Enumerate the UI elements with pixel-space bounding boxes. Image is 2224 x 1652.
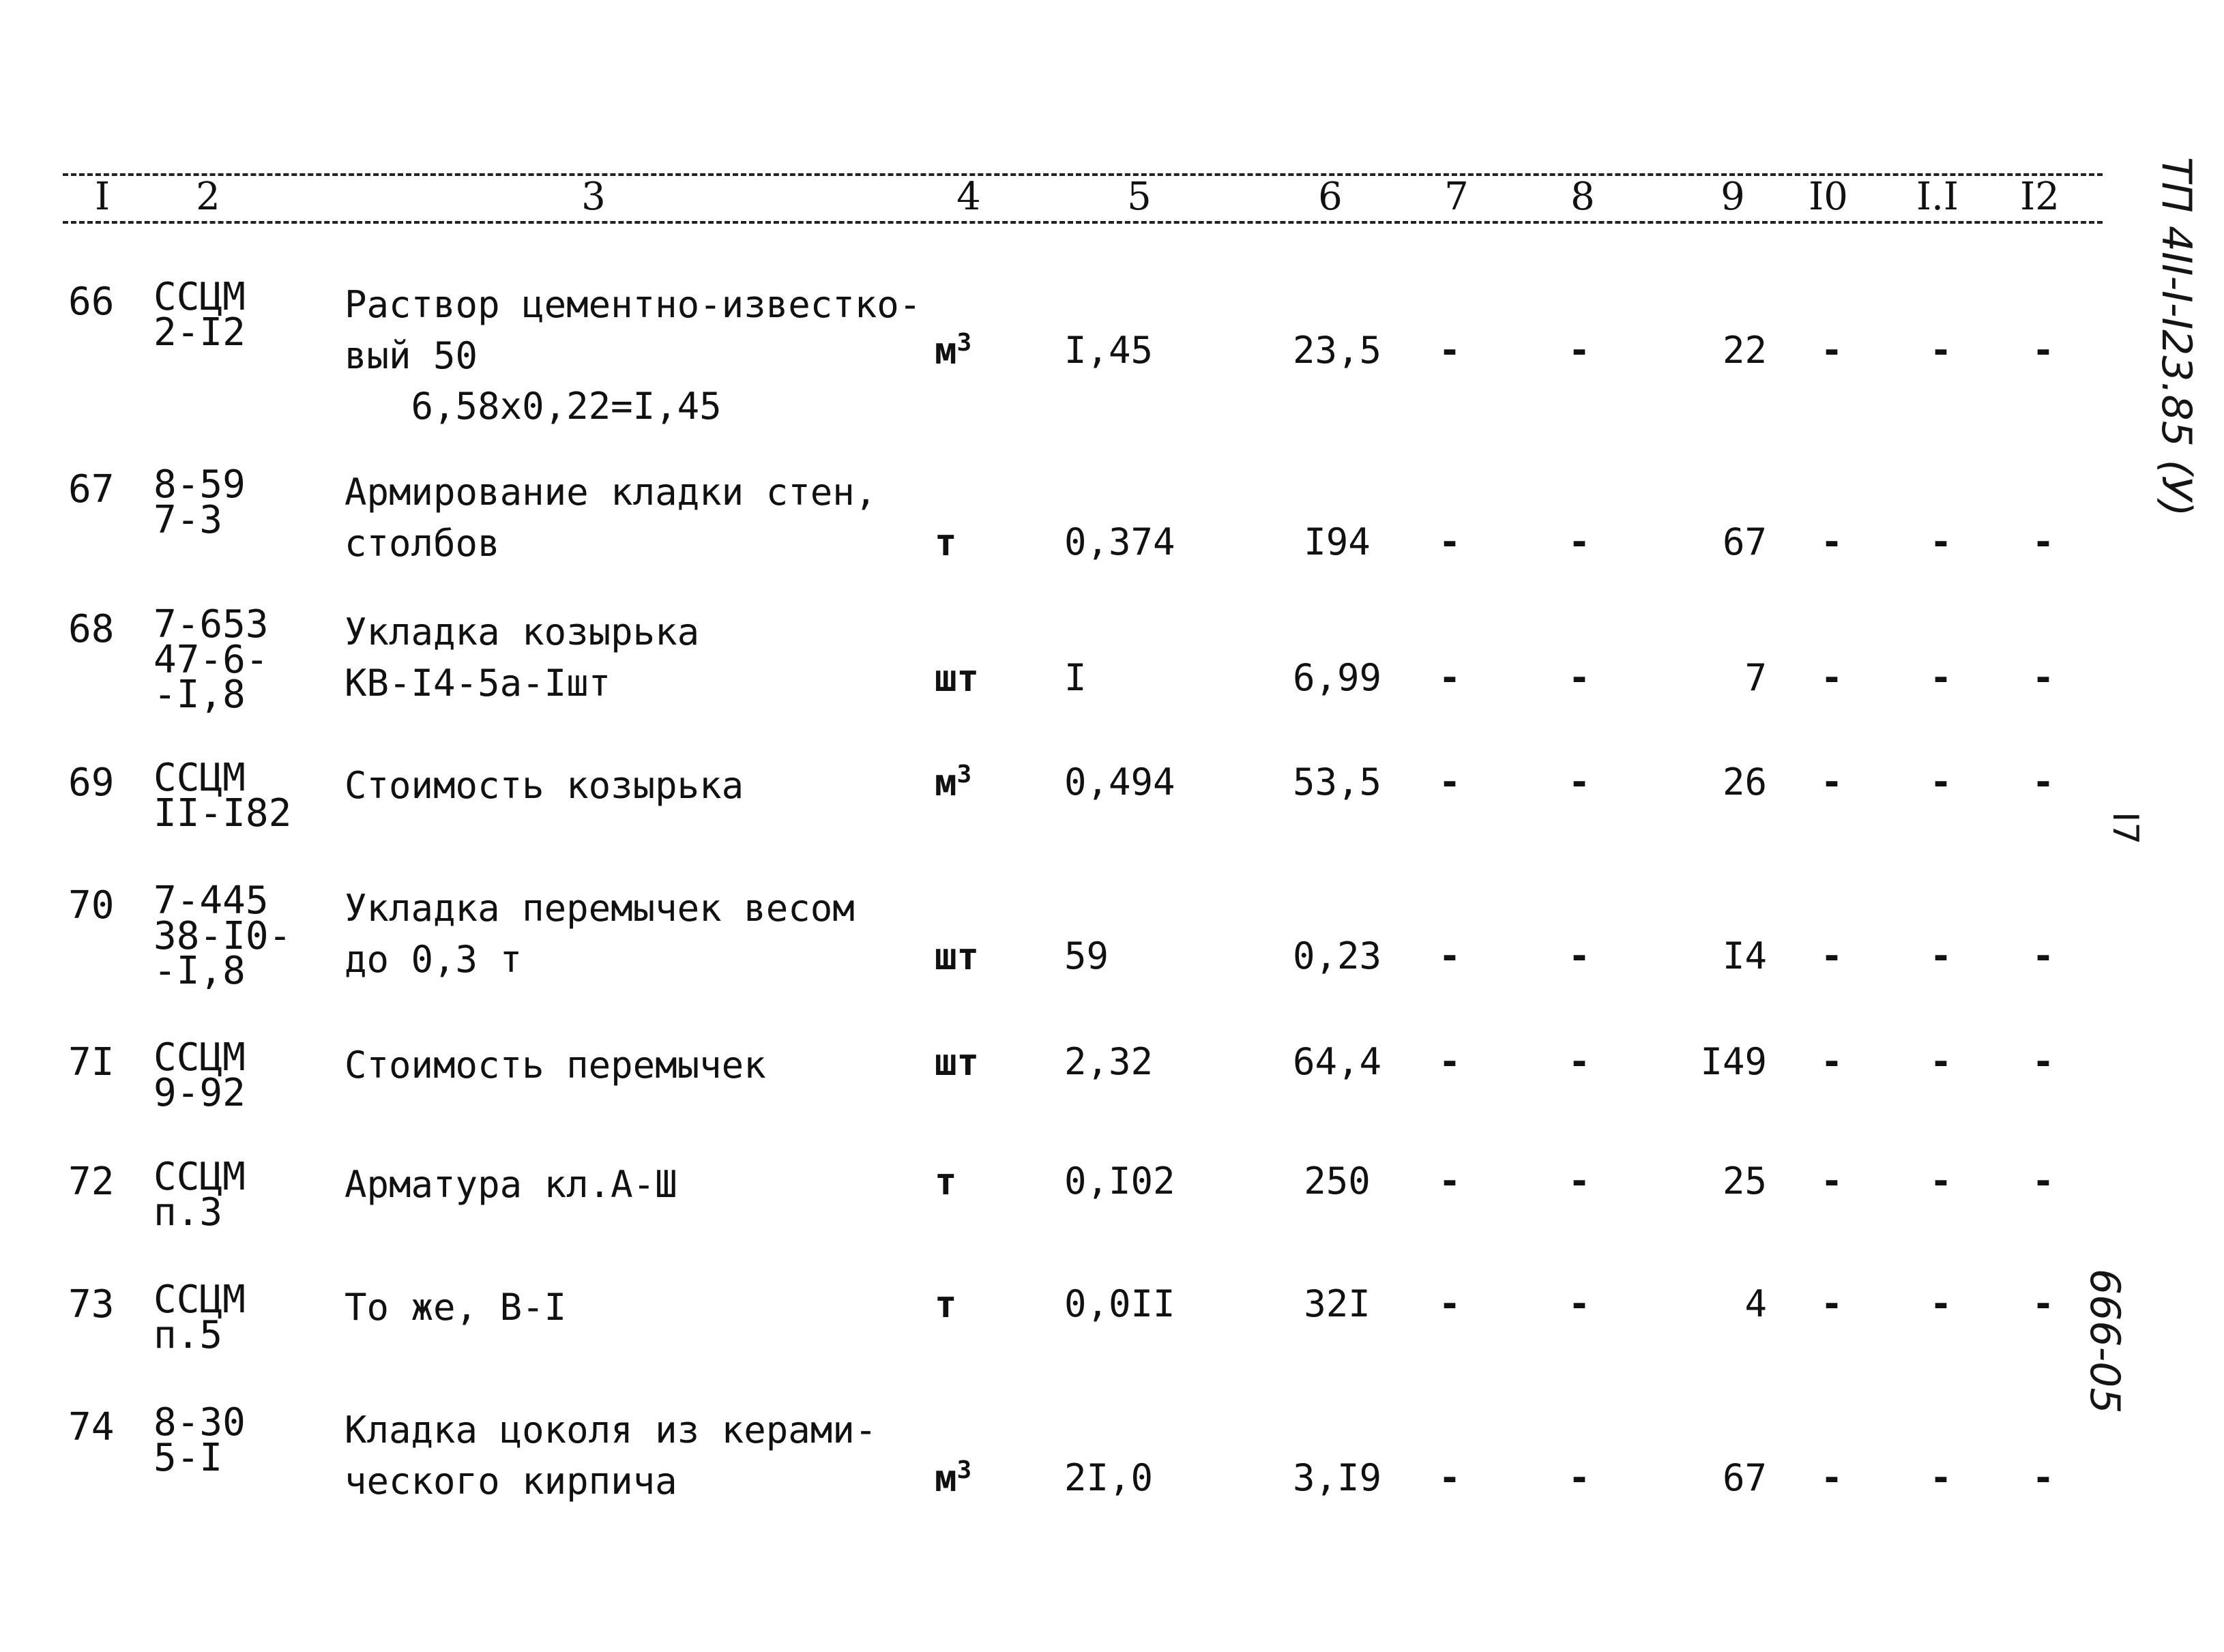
- unit: [935, 1282, 957, 1326]
- col-header-12: I2: [2020, 175, 2060, 219]
- col-header-2: 2: [196, 175, 220, 219]
- value-c8: -: [1568, 1282, 1591, 1325]
- value-c11: -: [1929, 1160, 1952, 1203]
- value-c9: I49: [1700, 1040, 1767, 1083]
- col-header-4: 4: [956, 175, 981, 219]
- value-c7: -: [1438, 656, 1461, 699]
- work-description: Стоимость козырька: [345, 764, 744, 807]
- value-c5: 2,32: [1064, 1040, 1154, 1083]
- norm-code: ССЦМ п.3: [153, 1155, 246, 1235]
- value-c11: -: [1929, 1456, 1952, 1499]
- col-header-6: 6: [1318, 175, 1343, 219]
- value-c8: -: [1568, 761, 1591, 803]
- unit-label: м: [935, 329, 957, 372]
- value-c5: 0,0II: [1064, 1282, 1175, 1325]
- col-header-9: 9: [1721, 175, 1745, 219]
- value-c12: -: [2032, 520, 2055, 563]
- value-c11: -: [1929, 656, 1952, 699]
- col-header-5: 5: [1127, 175, 1152, 219]
- unit: [935, 934, 979, 978]
- value-c11: -: [1929, 761, 1952, 803]
- norm-code: 7-445 38-I0- -I,8: [153, 879, 292, 994]
- value-c12: -: [2032, 761, 2055, 803]
- value-c11: -: [1929, 934, 1952, 977]
- value-c8: -: [1568, 520, 1591, 563]
- header-bottom-rule: [63, 221, 2103, 224]
- value-c9: 25: [1722, 1160, 1767, 1203]
- col-header-8: 8: [1570, 175, 1595, 219]
- work-description: Кладка цоколя из керами- ческого кирпича: [345, 1408, 877, 1503]
- value-c12: -: [2032, 1040, 2055, 1083]
- value-c7: -: [1438, 1456, 1461, 1499]
- value-c8: -: [1568, 934, 1591, 977]
- col-header-3: 3: [581, 175, 606, 219]
- value-c6: 250: [1304, 1160, 1371, 1203]
- value-c8: -: [1568, 1040, 1591, 1083]
- col-header-1: I: [94, 175, 111, 219]
- value-c6: I94: [1304, 520, 1371, 563]
- value-c10: -: [1820, 329, 1843, 372]
- norm-code: 7-653 47-6- -I,8: [153, 602, 269, 718]
- value-c5: 2I,0: [1064, 1456, 1154, 1499]
- value-c6: 6,99: [1292, 656, 1382, 699]
- value-c10: -: [1820, 1160, 1843, 1203]
- unit-exponent: 3: [956, 329, 972, 357]
- norm-code: ССЦМ 2-I2: [153, 275, 246, 355]
- value-c6: 53,5: [1292, 761, 1382, 803]
- value-c12: -: [2032, 1160, 2055, 1203]
- work-description: Укладка перемычек весом до 0,3 т: [345, 887, 855, 981]
- value-c7: -: [1438, 1282, 1461, 1325]
- unit: [935, 761, 971, 804]
- row-number: 68: [68, 607, 115, 651]
- value-c8: -: [1568, 1160, 1591, 1203]
- col-header-11: I.I: [1916, 175, 1959, 219]
- value-c6: 64,4: [1292, 1040, 1382, 1083]
- row-number: 69: [68, 761, 115, 805]
- value-c10: -: [1820, 934, 1843, 977]
- norm-code: 8-59 7-3: [153, 462, 246, 542]
- unit: [935, 1160, 957, 1203]
- value-c8: -: [1568, 1456, 1591, 1499]
- unit-label: шт: [935, 657, 980, 700]
- value-c8: -: [1568, 329, 1591, 372]
- unit-label: т: [935, 521, 957, 564]
- value-c9: 22: [1722, 329, 1767, 372]
- row-number: 66: [68, 280, 115, 324]
- value-c9: 67: [1722, 1456, 1767, 1499]
- value-c10: -: [1820, 656, 1843, 699]
- value-c10: -: [1820, 1040, 1843, 1083]
- value-c11: -: [1929, 329, 1952, 372]
- value-c10: -: [1820, 1456, 1843, 1499]
- row-number: 73: [68, 1282, 115, 1327]
- value-c7: -: [1438, 329, 1461, 372]
- value-c7: -: [1438, 934, 1461, 977]
- row-number: 67: [68, 467, 115, 512]
- unit: [935, 1040, 979, 1084]
- value-c5: I,45: [1064, 329, 1154, 372]
- value-c6: 32I: [1304, 1282, 1371, 1325]
- value-c11: -: [1929, 1282, 1952, 1325]
- value-c7: -: [1438, 520, 1461, 563]
- norm-code: ССЦМ 9-92: [153, 1035, 246, 1115]
- value-c7: -: [1438, 1040, 1461, 1083]
- work-description: Укладка козырька КВ-I4-5а-Iшт: [345, 610, 700, 705]
- stamp-number: 666-05: [2081, 1269, 2128, 1414]
- value-c5: 0,374: [1064, 520, 1175, 563]
- row-number: 74: [68, 1405, 115, 1449]
- row-number: 72: [68, 1160, 115, 1204]
- col-header-10: I0: [1809, 175, 1848, 219]
- value-c12: -: [2032, 1282, 2055, 1325]
- value-c7: -: [1438, 1160, 1461, 1203]
- value-c12: -: [2032, 1456, 2055, 1499]
- value-c6: 0,23: [1292, 934, 1382, 977]
- work-description: Раствор цементно-известко- вый 50 6,58х0,22=I,45: [345, 283, 922, 428]
- unit-label: шт: [935, 1041, 980, 1084]
- value-c12: -: [2032, 656, 2055, 699]
- work-description: Армирование кладки стен, столбов: [345, 471, 877, 565]
- value-c10: -: [1820, 1282, 1843, 1325]
- unit-exponent: 3: [956, 1456, 972, 1484]
- value-c11: -: [1929, 1040, 1952, 1083]
- value-c5: I: [1064, 656, 1087, 699]
- unit-exponent: 3: [956, 761, 972, 788]
- norm-code: 8-30 5-I: [153, 1400, 246, 1480]
- value-c9: I4: [1722, 934, 1767, 977]
- value-c6: 3,I9: [1292, 1456, 1382, 1499]
- unit-label: шт: [935, 935, 980, 978]
- value-c7: -: [1438, 761, 1461, 803]
- value-c8: -: [1568, 656, 1591, 699]
- work-description: Стоимость перемычек: [345, 1044, 766, 1087]
- page-number: I7: [2105, 812, 2146, 845]
- unit: [935, 656, 979, 700]
- value-c6: 23,5: [1292, 329, 1382, 372]
- value-c9: 67: [1722, 520, 1767, 563]
- value-c12: -: [2032, 934, 2055, 977]
- value-c10: -: [1820, 520, 1843, 563]
- norm-code: ССЦМ II-I82: [153, 756, 292, 836]
- unit: [935, 1456, 971, 1500]
- value-c5: 0,I02: [1064, 1160, 1175, 1203]
- document-code: ТП 4II-I-I23.85 (У): [2152, 157, 2200, 517]
- col-header-7: 7: [1444, 175, 1469, 219]
- work-description: То же, В-I: [345, 1286, 567, 1329]
- unit: [935, 329, 971, 372]
- value-c5: 59: [1064, 934, 1109, 977]
- value-c10: -: [1820, 761, 1843, 803]
- unit-label: м: [935, 761, 957, 804]
- unit: [935, 520, 957, 564]
- norm-code: ССЦМ п.5: [153, 1278, 246, 1357]
- value-c9: 26: [1722, 761, 1767, 803]
- unit-label: м: [935, 1457, 957, 1500]
- value-c9: 4: [1744, 1282, 1767, 1325]
- row-number: 70: [68, 883, 115, 928]
- value-c9: 7: [1744, 656, 1767, 699]
- unit-label: т: [935, 1160, 957, 1203]
- unit-label: т: [935, 1283, 957, 1326]
- value-c12: -: [2032, 329, 2055, 372]
- row-number: 7I: [68, 1040, 115, 1085]
- work-description: Арматура кл.А-Ш: [345, 1163, 677, 1206]
- value-c11: -: [1929, 520, 1952, 563]
- value-c5: 0,494: [1064, 761, 1175, 803]
